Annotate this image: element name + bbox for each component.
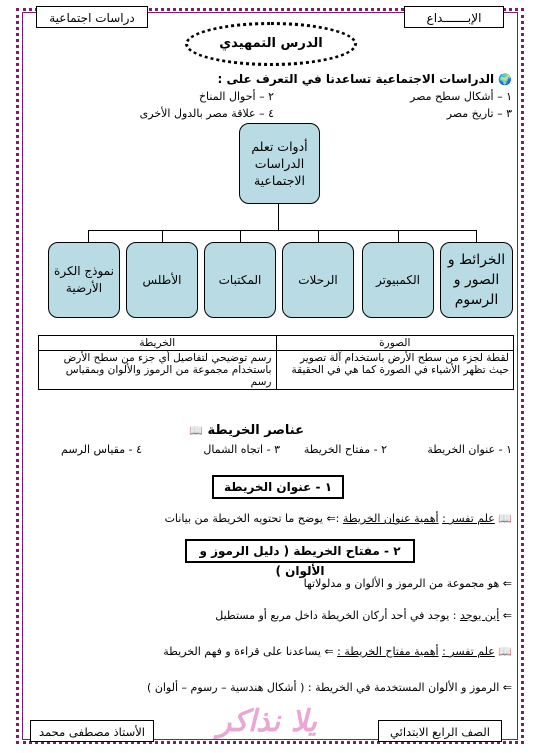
section2-question: 📖 علم تفسر : أهمية مفتاح الخريطة : ⇐ يساعدنا على قراءة و فهم الخريطة	[163, 645, 512, 658]
arrow-icon: ⇐	[502, 609, 512, 622]
book-icon: 📖	[498, 512, 512, 525]
lesson-title: الدرس التمهيدي	[185, 22, 357, 66]
section2-title: ٢ - مفتاح الخريطة ( دليل الرموز و الألوان )	[185, 539, 415, 563]
brand-tag: الإبـــــــداع	[404, 6, 504, 28]
book-icon: 📖	[189, 424, 203, 437]
intro-heading: 🌍 الدراسات الاجتماعية تساعدنا في التعرف على :	[217, 72, 512, 86]
table-cell-map: رسم توضيحي لتفاصيل أي جزء من سطح الأرض باستخدام مجموعة من الرموز والألوان وبمقياس رسم	[39, 351, 277, 390]
table-row	[39, 336, 514, 351]
diagram-bus	[88, 230, 476, 231]
intro-item-1: ١ – أشكال سطح مصر	[410, 90, 512, 103]
arrow-icon: ⇐	[324, 645, 334, 658]
grade-tag: الصف الرابع الابتدائي	[378, 720, 502, 742]
diagram-drop-1	[476, 230, 477, 242]
section1-title: ١ - عنوان الخريطة	[212, 475, 344, 499]
element-item-3: ٣ - اتجاه الشمال	[203, 443, 280, 456]
diagram-root: أدوات تعلم الدراسات الاجتماعية	[239, 123, 320, 204]
element-item-1: ١ - عنوان الخريطة	[427, 443, 512, 456]
arrow-icon: :⇐	[326, 512, 340, 525]
table-header-map: الخريطة	[39, 336, 277, 351]
diagram-drop-3	[318, 230, 319, 242]
diagram-child-atlas: الأطلس	[126, 242, 198, 318]
arrow-icon: ⇐	[502, 681, 512, 694]
intro-item-4: ٤ – علاقة مصر بالدول الأخرى	[139, 107, 274, 120]
diagram-child-computer: الكمبيوتر	[362, 242, 434, 318]
watermark-logo: يلا نذاكر	[217, 704, 317, 739]
intro-item-2: ٢ – أحوال المناخ	[198, 90, 274, 103]
table-header-photo: الصورة	[276, 336, 514, 351]
section2-line4: ⇐ الرموز و الألوان المستخدمة في الخريطة : ( أشكال هندسية – رسوم – ألوان )	[147, 681, 512, 694]
diagram-drop-2	[398, 230, 399, 242]
section2-line1: ⇐ هو مجموعة من الرموز و الألوان و مدلولاتها	[303, 577, 512, 590]
diagram-connector	[278, 204, 279, 230]
diagram-child-maps: الخرائط و الصور و الرسوم	[440, 242, 513, 318]
diagram-drop-4	[240, 230, 241, 242]
element-item-4: ٤ - مقياس الرسم	[61, 443, 142, 456]
diagram-child-globe-model: نموذج الكرة الأرضية	[48, 242, 120, 318]
table-cell-photo: لقطة لجزء من سطح الأرض باستخدام آلة تصوير حيث تظهر الأشياء في الصورة كما هي في الحقيقة	[276, 351, 514, 390]
book-icon: 📖	[498, 645, 512, 658]
diagram-child-trips: الرحلات	[282, 242, 354, 318]
subject-tag: دراسات اجتماعية	[36, 6, 148, 28]
diagram-child-libraries: المكتبات	[204, 242, 276, 318]
diagram-drop-5	[162, 230, 163, 242]
globe-icon: 🌍	[498, 73, 512, 86]
comparison-table	[38, 335, 514, 390]
arrow-icon: ⇐	[502, 577, 512, 590]
section1-question: 📖 علم تفسر : أهمية عنوان الخريطة :⇐ يوضح ما تحتويه الخريطة من بيانات	[164, 512, 512, 525]
diagram-drop-6	[88, 230, 89, 242]
intro-item-3: ٣ – تاريخ مصر	[446, 107, 512, 120]
table-row	[39, 351, 514, 390]
teacher-tag: الأستاذ مصطفى محمد	[30, 720, 154, 742]
elements-heading: عناصر الخريطة 📖	[189, 423, 304, 438]
element-item-2: ٢ - مفتاح الخريطة	[303, 443, 387, 456]
section2-where: ⇐ أين يوجد : يوجد في أحد أركان الخريطة داخل مربع أو مستطيل	[215, 609, 512, 622]
